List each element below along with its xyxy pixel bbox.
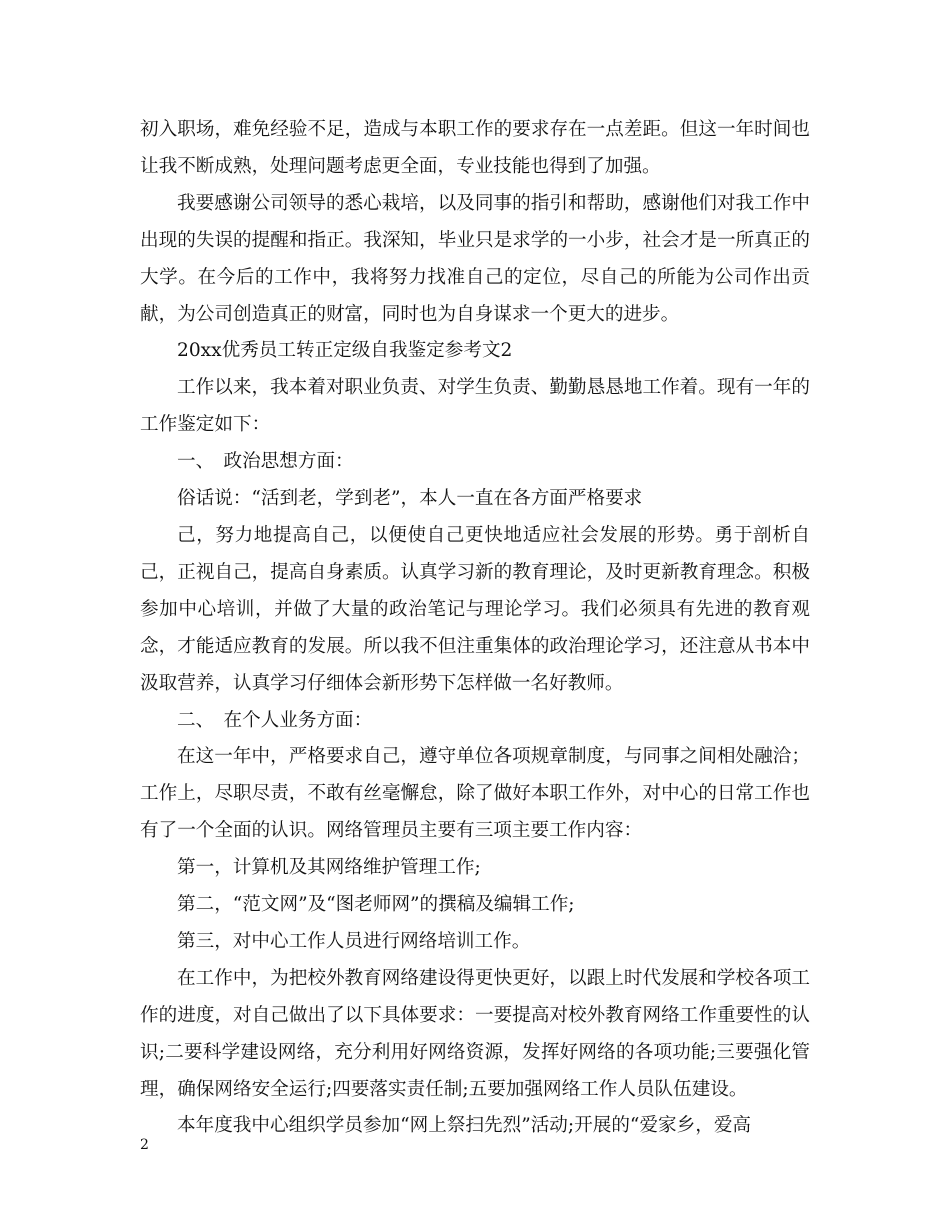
paragraph: 在工作中，为把校外教育网络建设得更快更好，以跟上时代发展和学校各项工作的进度，对自己做出了以下具体要求：一要提高对校外教育网络工作重要性的认识;二要科学建设网络，充分利用好网络资源，发挥好网络的各项功能;三要强化管理，确保网络安全运行;四要落实责任制;五要加强网络工作人员队伍建设。 — [140, 967, 810, 1100]
paragraph: 我要感谢公司领导的悉心栽培，以及同事的指引和帮助，感谢他们对我工作中出现的失误的提醒和指正。我深知，毕业只是求学的一小步，社会才是一所真正的大学。在今后的工作中，我将努力找准自己的定位，尽自己的所能为公司作出贡献，为公司创造真正的财富，同时也为自身谋求一个更大的进步。 — [140, 192, 810, 325]
paragraph: 己，努力地提高自己，以便使自己更快地适应社会发展的形势。勇于剖析自己，正视自己，提高自身素质。认真学习新的教育理论，及时更新教育理念。积极参加中心培训，并做了大量的政治笔记与理论学习。我们必须具有先进的教育观念，才能适应教育的发展。所以我不但注重集体的政治理论学习，还注意从书本中汲取营养，认真学习仔细体会新形势下怎样做一名好教师。 — [140, 524, 810, 694]
paragraph: 在这一年中，严格要求自己，遵守单位各项规章制度，与同事之间相处融洽；工作上，尽职尽责，不敢有丝毫懈怠，除了做好本职工作外，对中心的日常工作也有了一个全面的认识。网络管理员主要有三项主要工作内容： — [140, 746, 810, 842]
list-item: 第一，计算机及其网络维护管理工作; — [177, 857, 481, 879]
list-item: 第二，“范文网”及“图老师网”的撰稿及编辑工作; — [177, 894, 575, 916]
list-item: 第三，对中心工作人员进行网络培训工作。 — [177, 930, 531, 952]
paragraph: 俗话说：“活到老，学到老”，本人一直在各方面严格要求 — [177, 488, 643, 510]
paragraph: 工作以来，我本着对职业负责、对学生负责、勤勤恳恳地工作着。现有一年的工作鉴定如下： — [140, 377, 810, 436]
section-heading: 一、 政治思想方面： — [177, 451, 354, 473]
section-heading: 二、 在个人业务方面： — [177, 709, 373, 731]
document-body — [140, 112, 810, 1145]
section-heading: 20xx优秀员工转正定级自我鉴定参考文2 — [177, 340, 513, 362]
page-number: 2 — [140, 1137, 149, 1153]
paragraph: 本年度我中心组织学员参加“网上祭扫先烈”活动;开展的“爱家乡，爱高 — [177, 1115, 752, 1137]
paragraph: 初入职场，难免经验不足，造成与本职工作的要求存在一点差距。但这一年时间也让我不断成熟，处理问题考虑更全面，专业技能也得到了加强。 — [140, 119, 810, 177]
